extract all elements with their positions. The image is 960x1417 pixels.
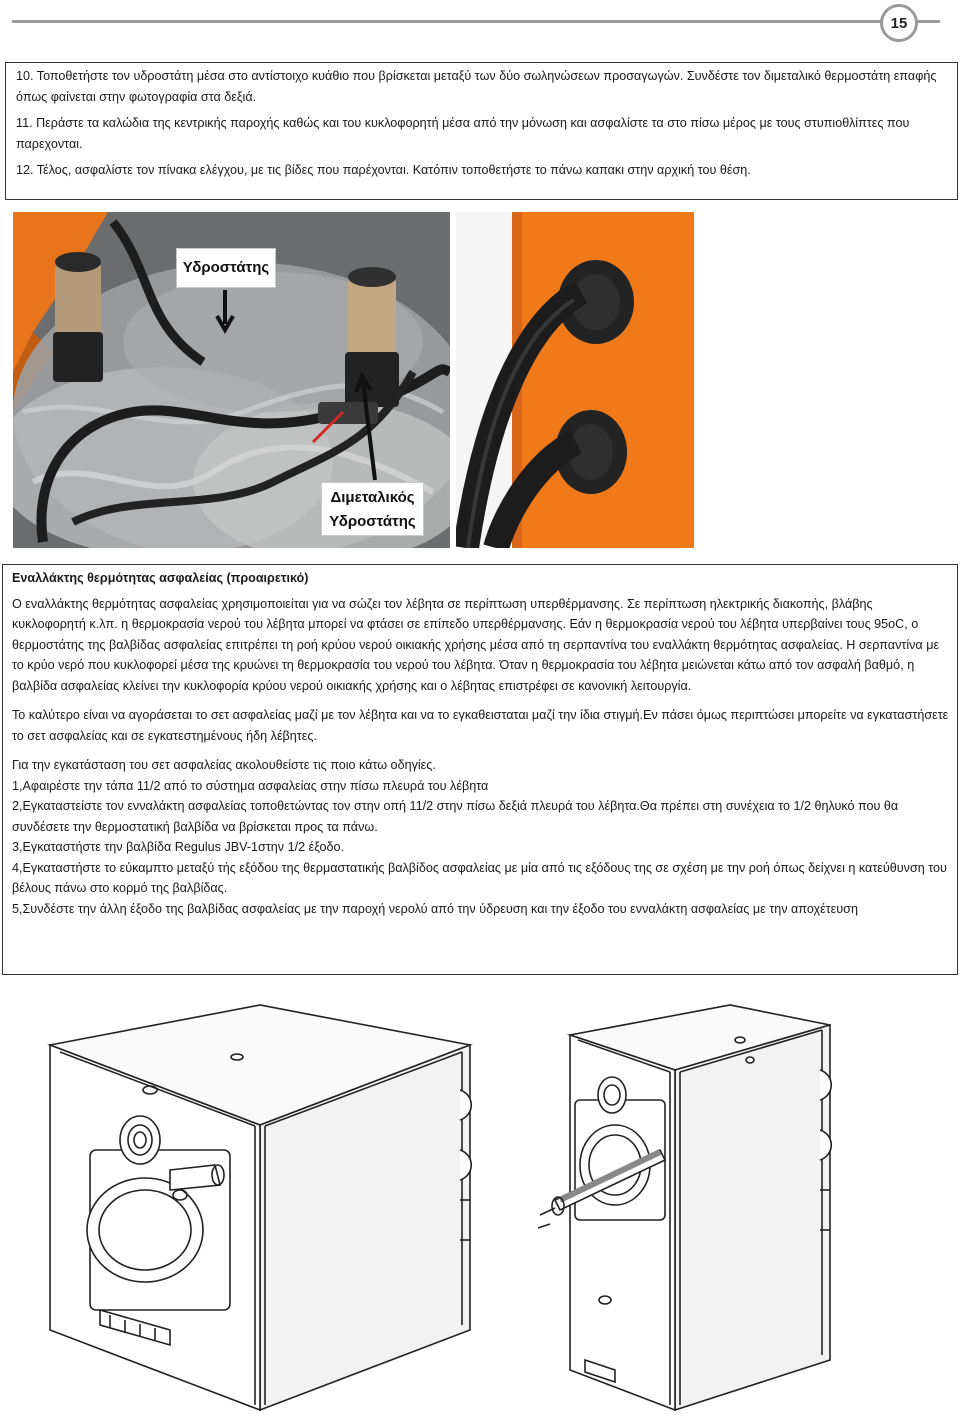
- boiler-drawing-after: [500, 1000, 930, 1412]
- install-step: 5,Συνδέστε την άλλη έξοδο της βαλβίδας ασφαλείας με την παροχή νερολύ από την ύδρευση και την έξοδο του ενναλάκτη ασφαλείας με την αποχέτευση: [12, 901, 858, 916]
- install-intro: Για την εγκατάσταση του σετ ασφαλείας ακολουθείστε τις ποιο κάτω οδηγίες.: [12, 758, 436, 772]
- boiler-drawing-after-svg: [500, 1000, 930, 1412]
- bimetal-label: [321, 482, 424, 536]
- hydrostat-photo: [13, 212, 450, 548]
- install-step: 3,Εγκαταστήστε την βαλβίδα Regulus JBV-1στην 1/2 έξοδο.: [12, 840, 345, 854]
- header-rule: [12, 20, 940, 23]
- step-11: 11. Περάστε τα καλώδια της κεντρικής παροχής καθώς και του κυκλοφορητή μέσα από την μόνωση και ασφαλίστε τα στο πίσω μέρος με τους στυπιοθλίπτες που παρεχονται.: [16, 116, 910, 151]
- page-number: 15: [880, 4, 918, 42]
- install-step: 4,Εγκαταστήστε το εύκαμπτο μεταξύ τής εξόδου της θερμαστατικής βαλβίδος ασφαλείας με μία από τις εξόδους της σε σχέση με την ροή όπως δείχνει η κατεύθυνση του βέλους πάνω στο κορμό της βαλβίδας.: [12, 860, 947, 895]
- boiler-drawing-before: [30, 1000, 480, 1412]
- safety-paragraph-1: Ο εναλλάκτης θερμότητας ασφαλείας χρησιμοποιείται για να σώζει τον λέβητα σε περίπτωση υπερθέρμανσης. Σε περίπτωση ηλεκτρικής διακοπής, βλάβης κυκλοφορητή κ.λπ. η θερμοκρασία νερού του λέβητα μπορεί να φτάσει σε επίπεδο υπερθέρμανσης. Εάν η θερμοκρασία νερού του λέβητα υπερβαίνει τους 95oC, ο θερμοστάτης της βαλβίδας ασφαλείας επιτρέπει τη ροή κρύου νερού οικιακής χρήσης μέσα από τη σερπαντίνα του εναλλάκτη θερμότητας ασφαλείας. Η σερπαντίνα με το κρύο νερό που κυκλοφορεί μέσα της κρυώνει τη θερμοκρασία του νερού του λέβητα. Όταν η θερμοκρασία του λέβητα μειώνεται κάτω από τον ασφαλή βαθμό, η βαλβίδα ασφαλείας κλείνει την κυκλοφορία κρύου νερού οικιακής χρήσης και ο λέβητας επιστρέφει σε κανονική λειτουργία.: [12, 596, 940, 693]
- section-title: Εναλλάκτης θερμότητας ασφαλείας (προαιρετικό): [12, 571, 309, 585]
- instructions-box: [5, 62, 958, 200]
- install-step: 1,Αφαιρέστε την τάπα 11/2 από το σύστημα ασφαλείας στην πίσω πλευρά του λέβητα: [12, 778, 489, 793]
- safety-paragraph-2: Το καλύτερο είναι να αγοράσεται το σετ ασφαλείας μαζί με τον λέβητα και να το εγκαθεισταται μαζί την ίδια στιγμή.Εν πάσει όμως περιπτώσει μπορείτε να εγκαταστήσετε το σετ ασφαλείας και σε εγκατεστημένους ήδη λέβητες.: [12, 708, 949, 743]
- cable-glands-photo: [456, 212, 694, 548]
- safety-exchanger-box: [2, 564, 958, 975]
- bimetal-label-line2: Υδροστάτης: [329, 513, 416, 530]
- step-12: 12. Τέλος, ασφαλίστε τον πίνακα ελέγχου, με τις βίδες που παρέχονται. Κατόπιν τοποθετήστε το πάνω καπακι στην αρχική του θέση.: [16, 163, 751, 177]
- cable-glands-drawing: [456, 212, 694, 548]
- step-10: 10. Τοποθετήστε τον υδροστάτη μέσα στο αντίστοιχο κυάθιο που βρίσκεται μεταξύ των δύο σωληνώσεων προσαγωγών. Συνδέστε τον διμεταλικό θερμοστάτη επαφής όπως φαίνεται στην φωτογραφία στα δεξιά.: [16, 69, 937, 104]
- boiler-drawing-before-svg: [30, 1000, 480, 1412]
- hydrostat-label: Υδροστάτης: [176, 248, 276, 288]
- bimetal-label-line1: Διμεταλικός: [330, 489, 415, 506]
- install-step: 2,Εγκαταστείστε τον ενναλάκτη ασφαλείας τοποθετώντας τον στην οπή 11/2 στην πίσω δεξιά πλευρά του λέβητα.Θα πρέπει στη συνέχεια το 1/2 θηλυκό που θα συνδέσετε την θερμοστατική βαλβίδα να βρίσκεται προς τα πάνω.: [12, 799, 899, 834]
